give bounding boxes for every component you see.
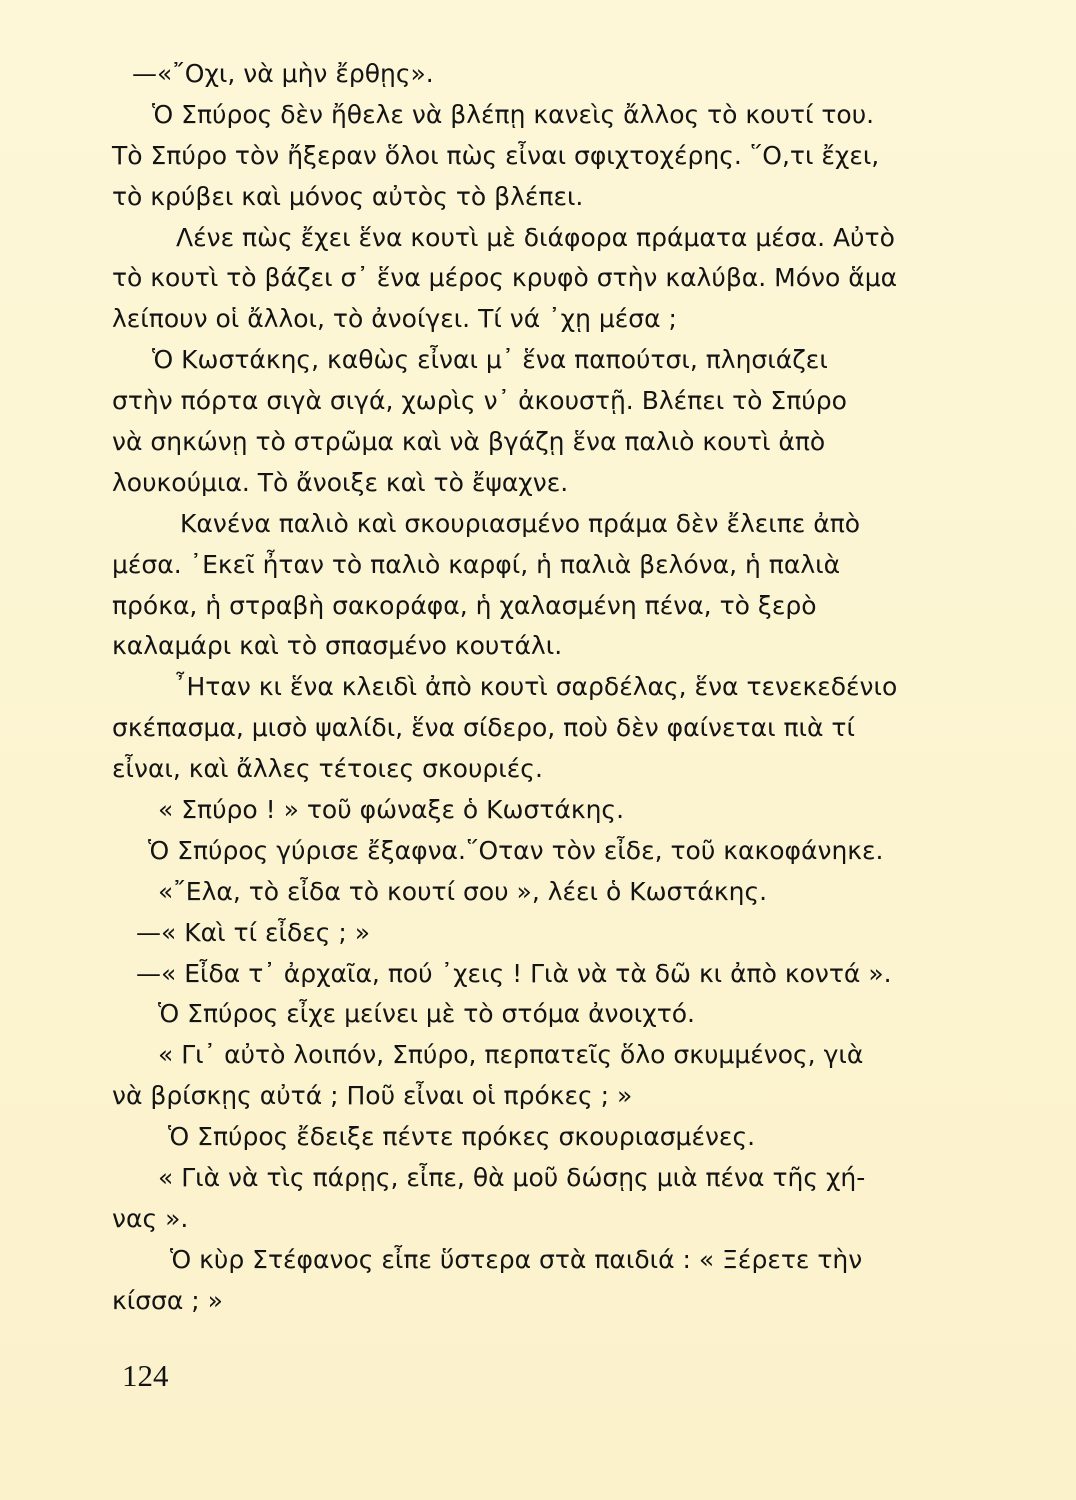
text-line: ῏Ηταν κι ἕνα κλειδὶ ἀπὸ κουτὶ σαρδέλας, ἕνα τενεκεδένιο <box>174 672 898 702</box>
text-line: Ὁ Κωστάκης, καθὼς εἶναι μ᾿ ἕνα παπούτσι, πλησιάζει <box>152 345 828 375</box>
text-line: εἶναι, καὶ ἄλλες τέτοιες σκουριές. <box>112 754 543 784</box>
text-line: νὰ σηκώνῃ τὸ στρῶμα καὶ νὰ βγάζῃ ἕνα παλιὸ κουτὶ ἀπὸ <box>112 427 826 457</box>
text-line: τὸ κουτὶ τὸ βάζει σ᾿ ἕνα μέρος κρυφὸ στὴν καλύβα. Μόνο ἅμα <box>112 263 898 293</box>
text-line: —« Καὶ τί εἶδες ; » <box>136 917 371 947</box>
text-line: Τὸ Σπύρο τὸν ἤξεραν ὅλοι πὼς εἶναι σφιχτοχέρης. ῞Ο,τι ἔχει, <box>112 140 880 170</box>
text-line: « Γιὰ νὰ τὶς πάρῃς, εἶπε, θὰ μοῦ δώσῃς μιὰ πένα τῆς χή- <box>158 1163 866 1193</box>
text-line: πρόκα, ἡ στραβὴ σακοράφα, ἡ χαλασμένη πένα, τὸ ξερὸ <box>112 590 817 620</box>
text-line: Ὁ Σπύρος ἔδειξε πέντε πρόκες σκουριασμένες. <box>168 1122 756 1152</box>
text-line: κίσσα ; » <box>112 1285 223 1315</box>
text-line: στὴν πόρτα σιγὰ σιγά, χωρὶς ν᾿ ἀκουστῇ. Βλέπει τὸ Σπύρο <box>112 386 847 416</box>
text-line: λουκούμια. Τὸ ἄνοιξε καὶ τὸ ἔψαχνε. <box>112 467 569 497</box>
text-line: νας ». <box>112 1203 189 1233</box>
text-line: « Γι᾿ αὐτὸ λοιπόν, Σπύρο, περπατεῖς ὅλο σκυμμένος, γιὰ <box>158 1040 864 1070</box>
text-line: σκέπασμα, μισὸ ψαλίδι, ἕνα σίδερο, ποὺ δὲν φαίνεται πιὰ τί <box>112 713 855 743</box>
text-line: Ὁ Σπύρος γύρισε ἔξαφνα.῞Οταν τὸν εἶδε, τοῦ κακοφάνηκε. <box>148 835 884 865</box>
text-line: νὰ βρίσκῃς αὐτά ; Ποῦ εἶναι οἱ πρόκες ; » <box>112 1081 633 1111</box>
page-number: 124 <box>122 1358 169 1393</box>
text-line: «῎Ελα, τὸ εἶδα τὸ κουτί σου », λέει ὁ Κωστάκης. <box>158 876 768 906</box>
text-line: « Σπύρο ! » τοῦ φώναξε ὁ Κωστάκης. <box>158 795 625 825</box>
text-line: μέσα. ᾿Εκεῖ ἦταν τὸ παλιὸ καρφί, ἡ παλιὰ βελόνα, ἡ παλιὰ <box>112 549 841 579</box>
text-line: Κανένα παλιὸ καὶ σκουριασμένο πράμα δὲν ἔλειπε ἀπὸ <box>180 508 861 538</box>
text-line: —« Εἶδα τ᾿ ἀρχαῖα, πού ᾿χεις ! Γιὰ νὰ τὰ δῶ κι ἀπὸ κοντά ». <box>136 958 892 988</box>
text-line: —«῎Οχι, νὰ μὴν ἔρθῃς». <box>132 59 434 88</box>
text-line: Ὁ Σπύρος δὲν ἤθελε νὰ βλέπῃ κανεὶς ἄλλος τὸ κουτί του. <box>152 99 875 129</box>
text-line: Ὁ κὺρ Στέφανος εἶπε ὕστερα στὰ παιδιά : « Ξέρετε τὴν <box>170 1244 863 1274</box>
text-line: καλαμάρι καὶ τὸ σπασμένο κουτάλι. <box>112 631 563 661</box>
text-line: λείπουν οἱ ἄλλοι, τὸ ἀνοίγει. Τί νά ᾿χῃ μέσα ; <box>112 304 677 334</box>
body-text <box>112 54 982 1322</box>
text-line: Ὁ Σπύρος εἶχε μείνει μὲ τὸ στόμα ἀνοιχτό. <box>158 999 695 1029</box>
text-line: Λένε πὼς ἔχει ἕνα κουτὶ μὲ διάφορα πράματα μέσα. Αὐτὸ <box>176 222 895 252</box>
text-line: τὸ κρύβει καὶ μόνος αὐτὸς τὸ βλέπει. <box>112 181 584 211</box>
